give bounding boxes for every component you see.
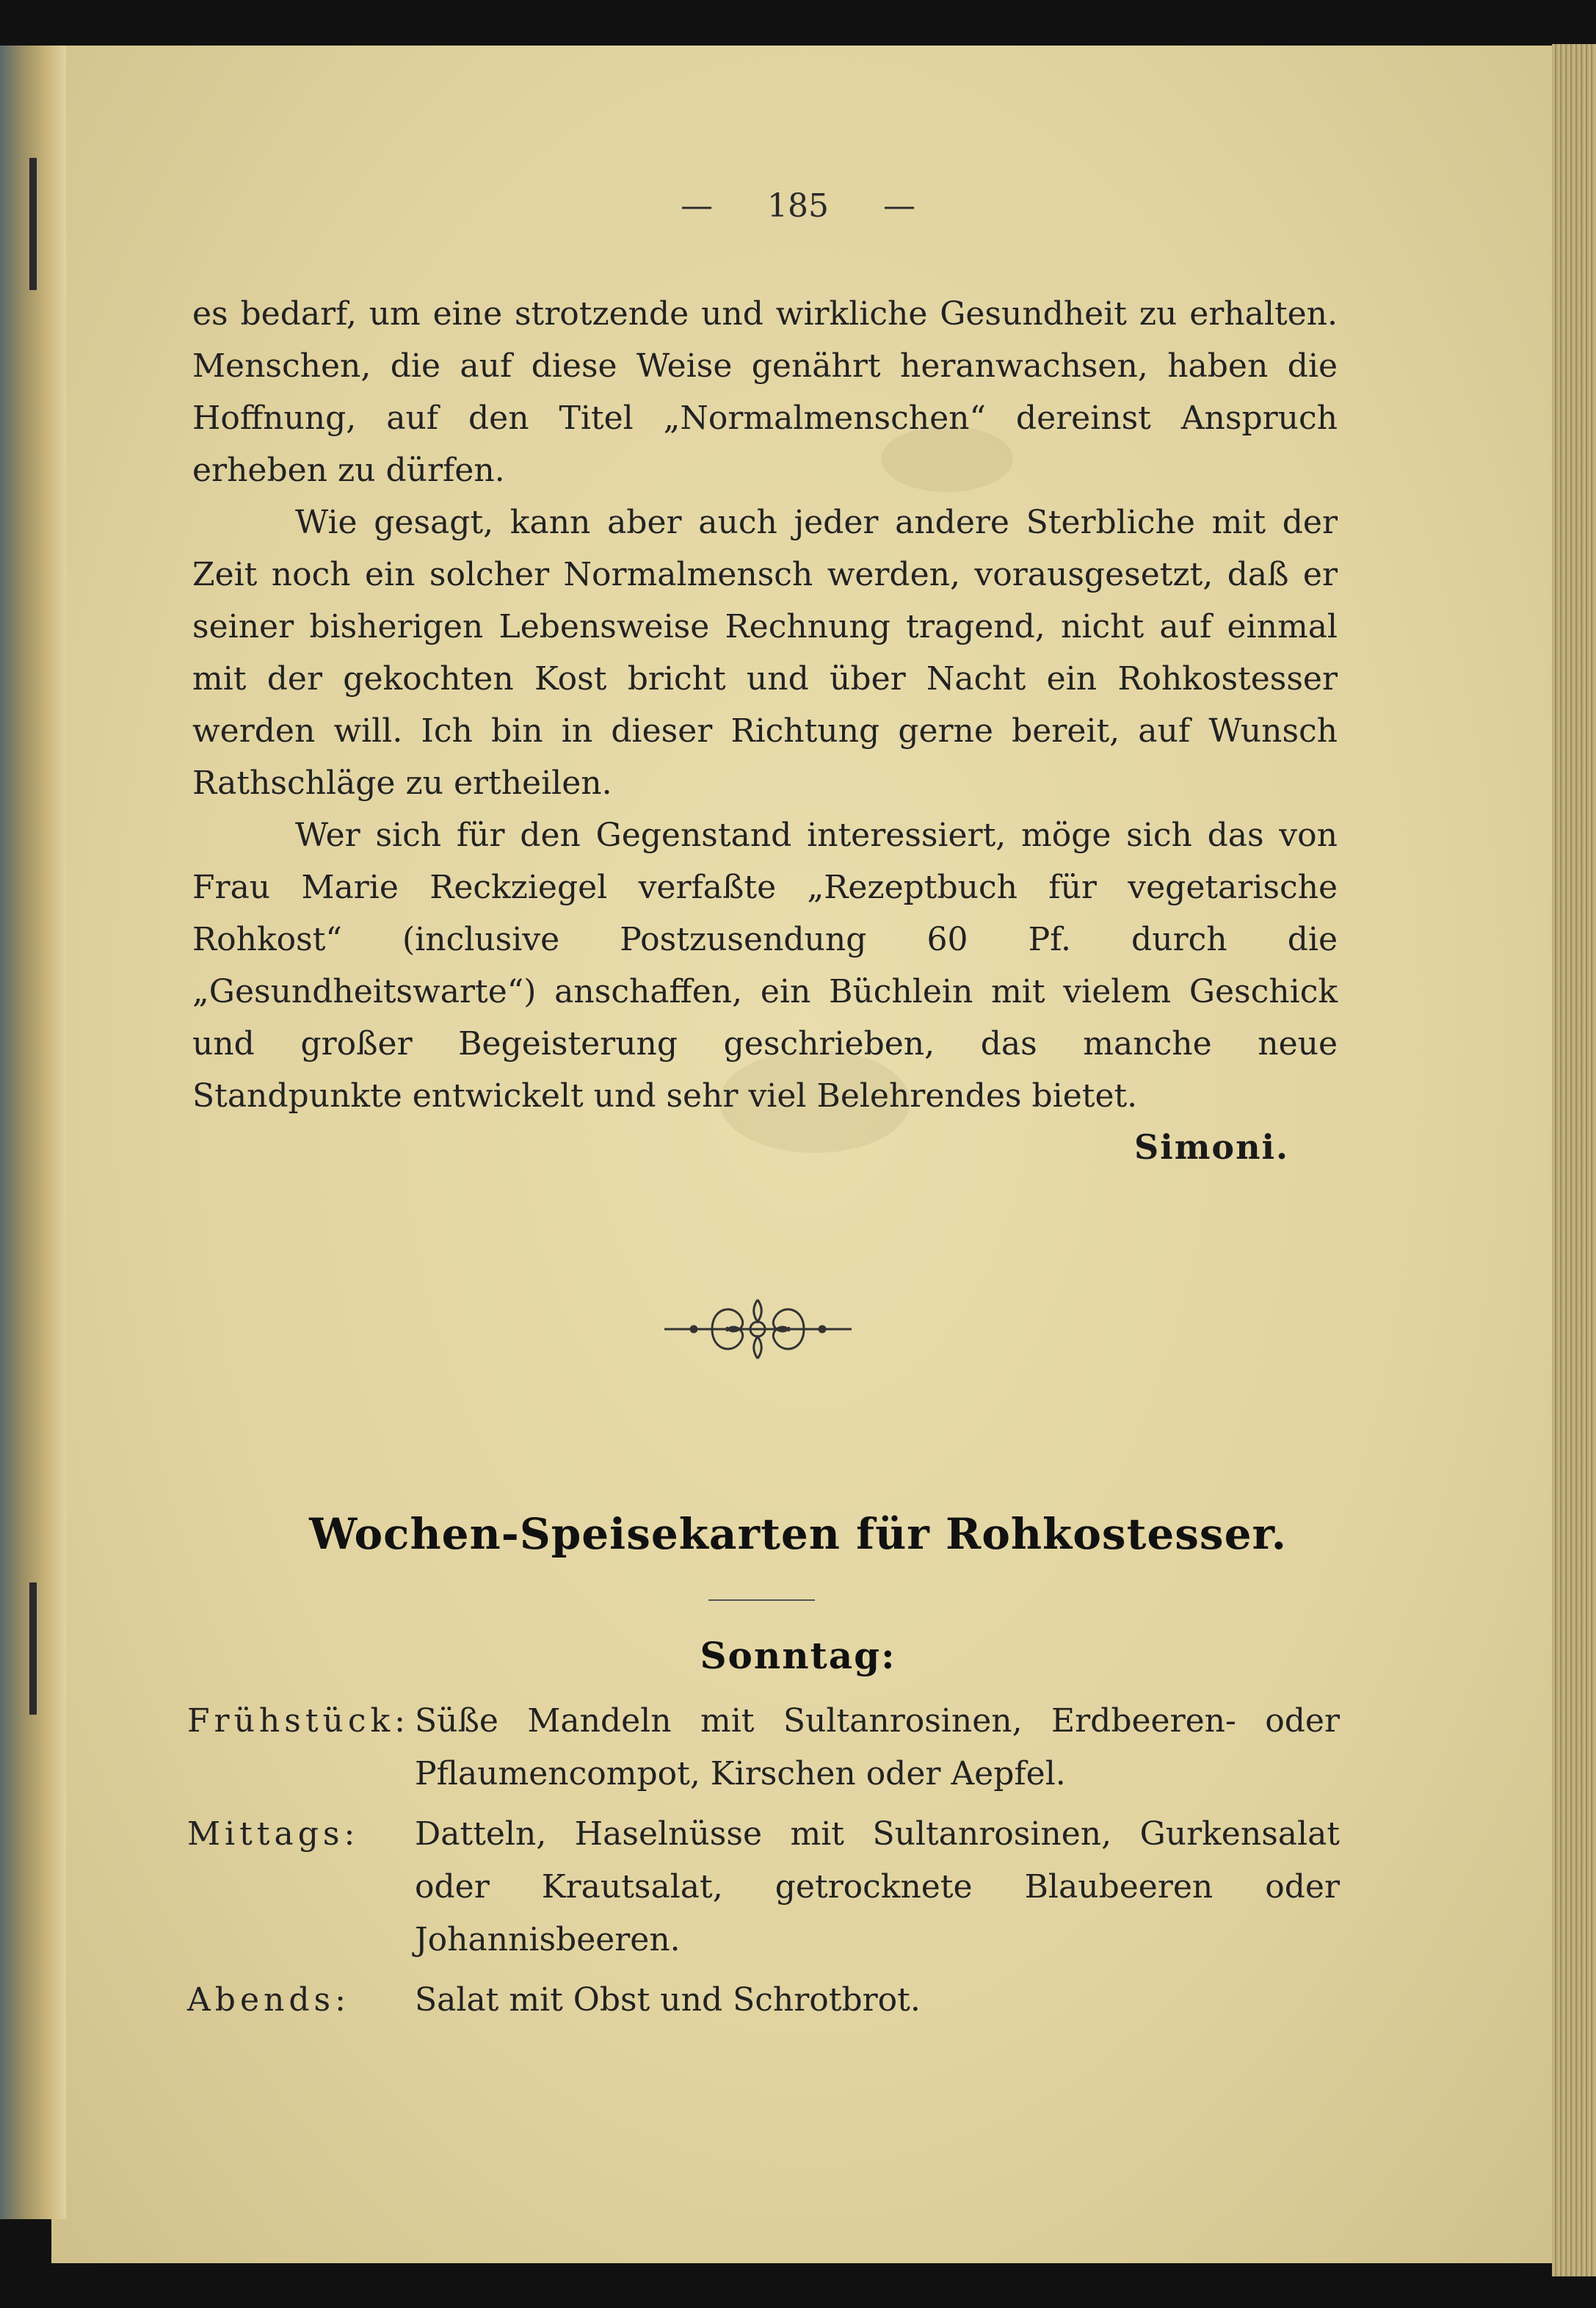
- meal-row-lunch: [187, 1808, 1340, 1967]
- paragraph-1: es bedarf, um eine strotzende und wirkliche Gesundheit zu erhalten. Menschen, die auf diese Weise genährt heranwachsen, haben die Hoffnung, auf den Titel „Normalmenschen“ dereinst Anspruch erheben zu dürfen.: [192, 295, 1338, 489]
- paragraph-2: Wie gesagt, kann aber auch jeder andere Sterbliche mit der Zeit noch ein solcher Normalmensch werden, vorausgesetzt, daß er seiner bisherigen Lebensweise Rechnung tragend, nicht auf einmal mit der gekochten Kost bricht und über Nacht ein Rohkostesser werden will. Ich bin in dieser Richtung gerne bereit, auf Wunsch Rathschläge zu ertheilen.: [192, 504, 1338, 802]
- meal-text: Salat mit Obst und Schrotbrot.: [415, 1981, 921, 2019]
- page-number-dash-left: —: [681, 187, 713, 225]
- day-title: Sonntag:: [700, 1634, 896, 1677]
- meal-menu: [187, 1695, 1340, 2034]
- meal-row-breakfast: [187, 1695, 1340, 1801]
- page-number-dash-right: —: [882, 187, 915, 225]
- meal-label: Abends:: [187, 1981, 350, 2019]
- meal-text: Datteln, Haselnüsse mit Sultanrosinen, Gurkensalat oder Krautsalat, getrocknete Blaubeeren oder Johannisbeeren.: [415, 1815, 1340, 1958]
- page-number-value: 185: [767, 187, 829, 225]
- author-signature: Simoni.: [1134, 1127, 1289, 1167]
- body-text: [192, 288, 1338, 1122]
- section-heading: Wochen-Speisekarten für Rohkostesser.: [309, 1509, 1287, 1559]
- meal-label: Mittags:: [187, 1815, 360, 1853]
- meal-label: Frühstück:: [187, 1702, 410, 1740]
- page-gutter: [0, 46, 66, 2219]
- heading-divider: [708, 1599, 815, 1601]
- scroll-ornament-icon: [661, 1289, 855, 1370]
- meal-row-dinner: [187, 1974, 1340, 2027]
- page-number: [0, 187, 1596, 225]
- page-edges: [1552, 44, 1596, 2276]
- paragraph-3: Wer sich für den Gegenstand interessiert, möge sich das von Frau Marie Reckziegel verfaßte „Rezeptbuch für vegetarische Rohkost“ (inclusive Postzusendung 60 Pf. durch die „Gesundheitswarte“) anschaffen, ein Büchlein mit vielem Geschick und großer Begeisterung geschrieben, das manche neue Standpunkte entwickelt und sehr viel Belehrendes bietet.: [192, 817, 1338, 1115]
- meal-text: Süße Mandeln mit Sultanrosinen, Erdbeeren- oder Pflaumencompot, Kirschen oder Aepfel.: [415, 1702, 1340, 1793]
